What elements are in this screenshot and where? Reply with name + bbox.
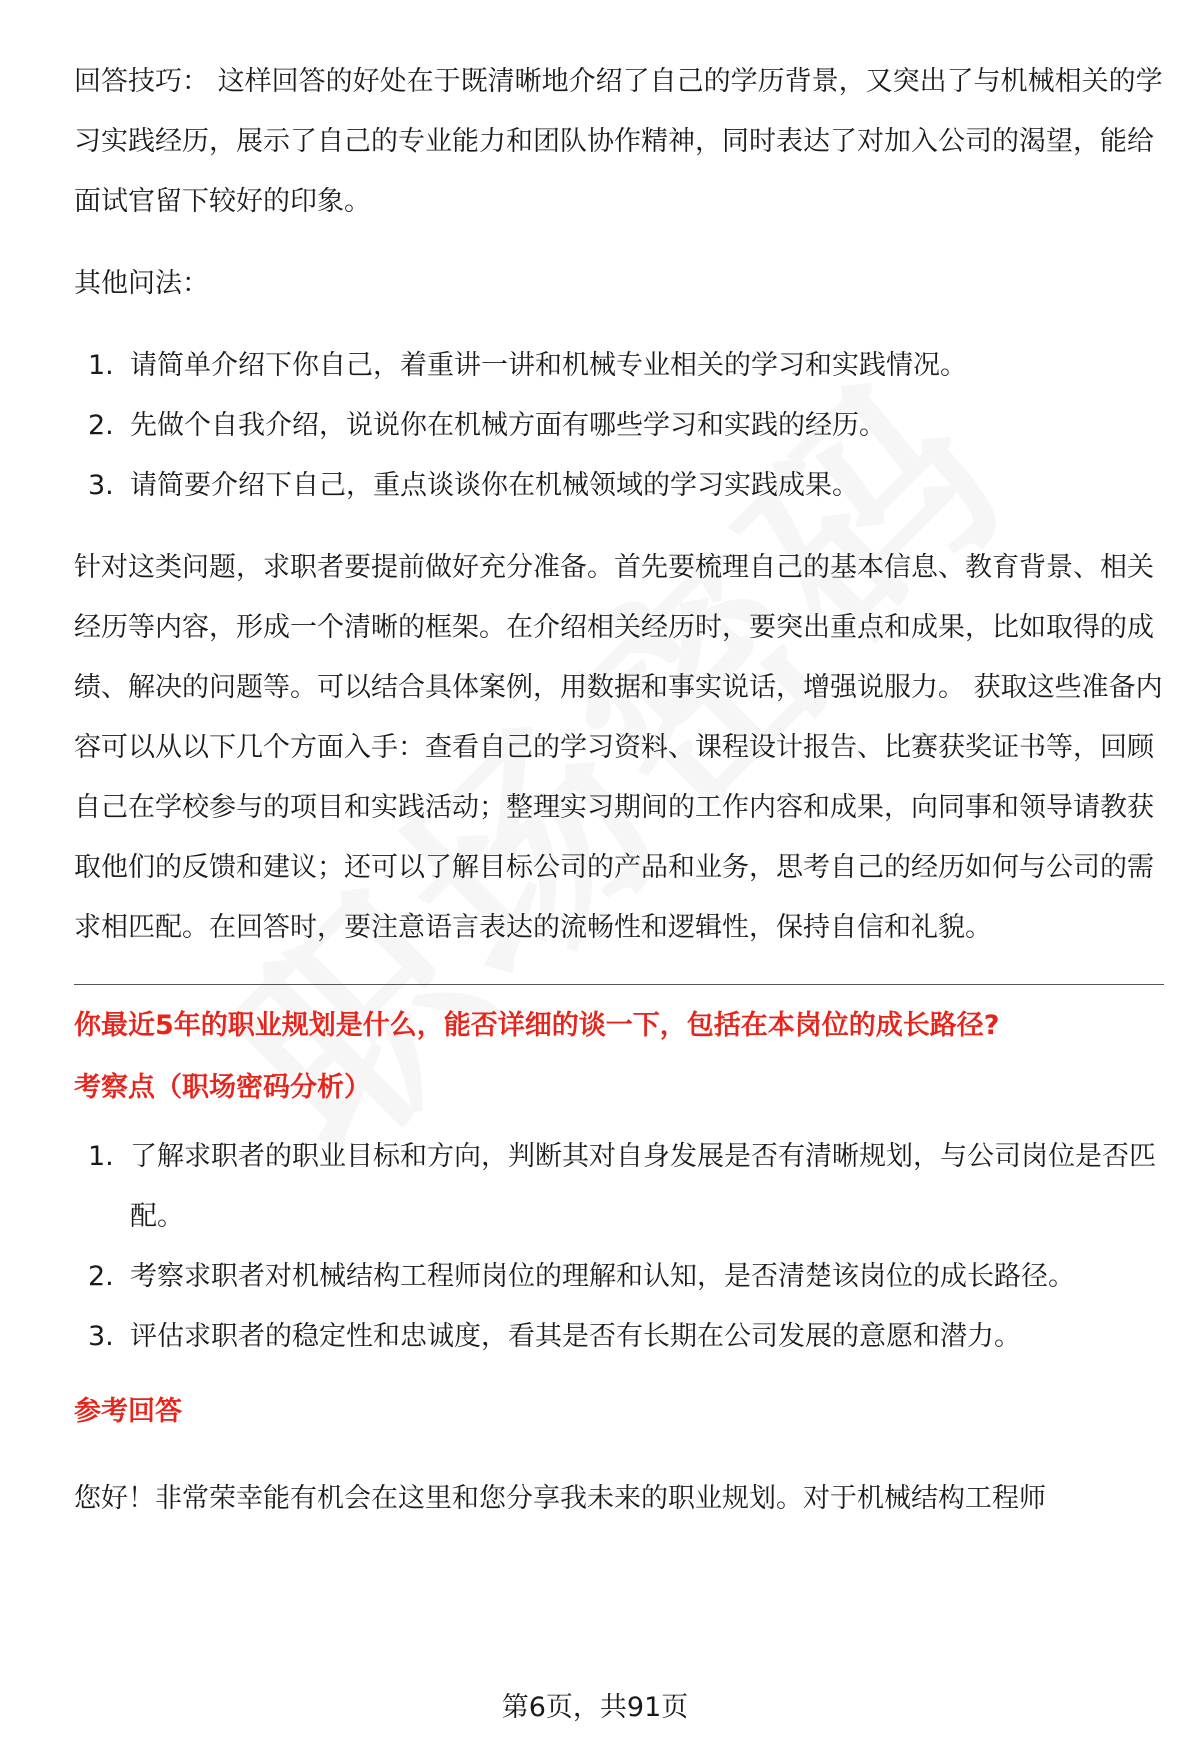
list-item-number: 3. (88, 470, 114, 501)
document-body (74, 52, 1164, 1529)
list-item-text: 了解求职者的职业目标和方向，判断其对自身发展是否有清晰规划，与公司岗位是否匹配。 (130, 1141, 1156, 1232)
list-item-text: 考察求职者对机械结构工程师岗位的理解和认知，是否清楚该岗位的成长路径。 (130, 1261, 1075, 1292)
list-item (74, 1247, 1164, 1307)
check-points-list (74, 1127, 1164, 1367)
reference-answer-text: 您好！非常荣幸能有机会在这里和您分享我未来的职业规划。对于机械结构工程师 (74, 1483, 1046, 1514)
list-item-number: 3. (88, 1321, 114, 1352)
list-item-text: 评估求职者的稳定性和忠诚度，看其是否有长期在公司发展的意愿和潜力。 (130, 1321, 1021, 1352)
list-item (74, 396, 1164, 456)
preparation-paragraph: 针对这类问题，求职者要提前做好充分准备。首先要梳理自己的基本信息、教育背景、相关经历等内容，形成一个清晰的框架。在介绍相关经历时，要突出重点和成果，比如取得的成绩、解决的问题等。可以结合具体案例，用数据和事实说话，增强说服力。 获取这些准备内容可以从以下几个方面入手：查看自己的学习资料、课程设计报告、比赛获奖证书等，回顾自己在学校参与的项目和实践活动；整理实习期间的工作内容和成果，向同事和领导请教获取他们的反馈和建议；还可以了解目标公司的产品和业务，思考自己的经历如何与公司的需求相匹配。在回答时，要注意语言表达的流畅性和逻辑性，保持自信和礼貌。 (74, 552, 1163, 943)
reference-answer-heading: 参考回答 (74, 1396, 182, 1427)
page-number-footer: 第6页，共91页 (501, 1692, 689, 1723)
list-item-number: 2. (88, 410, 114, 441)
list-item-number: 1. (88, 350, 114, 381)
other-questions-list (74, 336, 1164, 516)
list-item (74, 1127, 1164, 1247)
check-points-heading: 考察点（职场密码分析） (74, 1072, 371, 1103)
list-item (74, 456, 1164, 516)
list-item-number: 2. (88, 1261, 114, 1292)
list-item-text: 先做个自我介绍，说说你在机械方面有哪些学习和实践的经历。 (130, 410, 886, 441)
other-questions-label: 其他问法： (74, 268, 209, 299)
section-divider (74, 984, 1164, 985)
list-item-text: 请简要介绍下自己，重点谈谈你在机械领域的学习实践成果。 (130, 470, 859, 501)
list-item (74, 336, 1164, 396)
question-title: 你最近5年的职业规划是什么，能否详细的谈一下，包括在本岗位的成长路径? (74, 1010, 1000, 1041)
list-item-number: 1. (88, 1141, 114, 1172)
list-item (74, 1307, 1164, 1367)
list-item-text: 请简单介绍下你自己，着重讲一讲和机械专业相关的学习和实践情况。 (130, 350, 967, 381)
answer-tips-paragraph: 回答技巧： 这样回答的好处在于既清晰地介绍了自己的学历背景，又突出了与机械相关的学习实践经历，展示了自己的专业能力和团队协作精神，同时表达了对加入公司的渴望，能给面试官留下较好的印象。 (74, 66, 1163, 217)
